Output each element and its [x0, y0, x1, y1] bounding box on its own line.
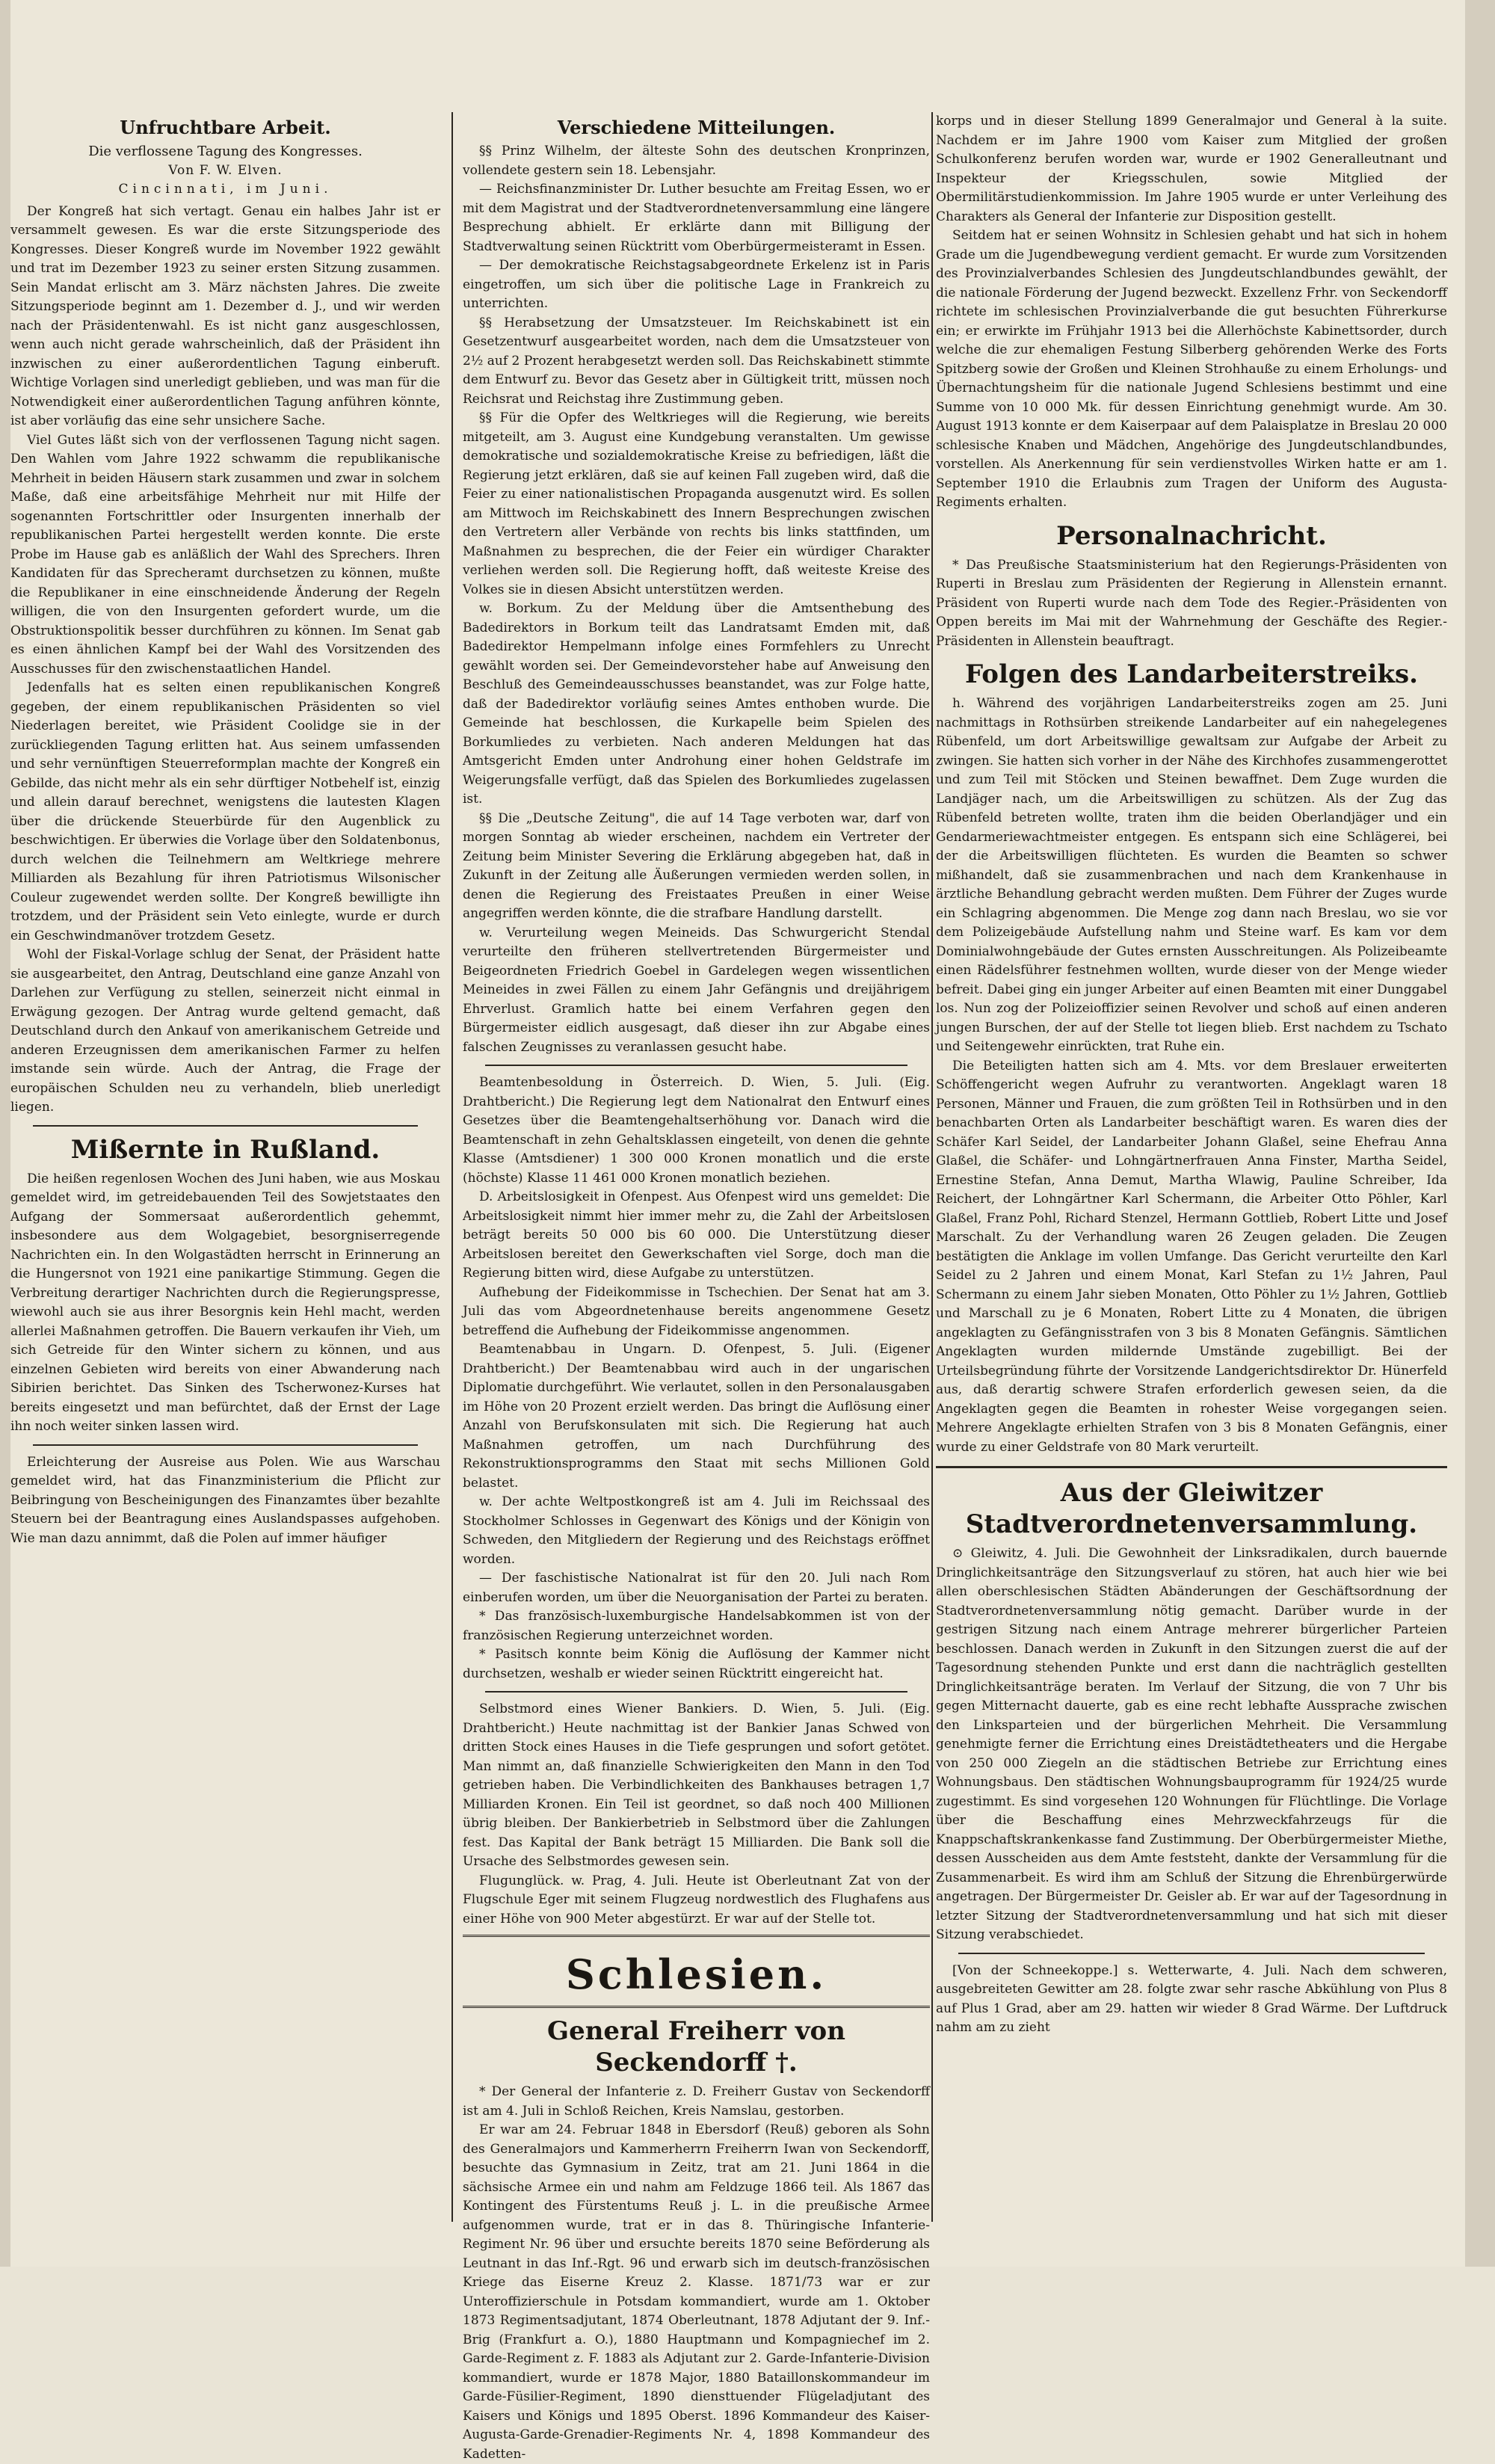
- headline-missernte: Mißernte in Rußland.: [70, 1134, 380, 1165]
- byline-author: Von F. W. Elven.: [168, 163, 283, 178]
- news-item: Flugunglück. w. Prag, 4. Juli. Heute ist Oberleutnant Zat von der Flugschule Eger mit seinem Flugzeug nordwestlich des Flughafens aus einer Höhe von 900 Meter abgestürzt. Er war auf der Stelle tot.: [463, 1873, 930, 1926]
- headline-verschiedene-mitteilungen: Verschiedene Mitteilungen.: [557, 117, 836, 138]
- page-edge-shadow: [0, 0, 10, 2267]
- headline-seckendorff: General Freiherr von Seckendorff †.: [547, 2016, 845, 2078]
- article-paragraph: Wohl der Fiskal-Vorlage schlug der Senat, der Präsident hatte sie ausgearbeitet, den Antrag, Deutschland eine ganze Anzahl von Darlehen zur Verfügung zu stellen, seinerzeit nicht einmal in Erwägung gezogen. Der Antrag wurde geltend gemacht, daß Deutschland durch den Ankauf von amerikanischem Getreide und anderen Erzeugnissen dem amerikanischen Farmer zu helfen imstande sein würde. Auch der Antrag, die Frage der europäischen Schulden neu zu verhandeln, blieb unerledigt liegen.: [10, 947, 440, 1115]
- column-rule-right: [931, 112, 933, 2222]
- news-item: §§ Für die Opfer des Weltkrieges will die Regierung, wie bereits mitgeteilt, am 3. August eine Kundgebung veranstalten. Um gewisse demokratische und sozialdemokratische Kreise zu befriedigen, läßt die Regierung jetzt erklären, daß sie auf keinen Fall zugeben wird, daß die Feier zu einer nationalistischen Propaganda ausgenutzt wird. Es sollen am Mittwoch im Reichskabinett des Innern Besprechungen zwischen den Vertretern aller Verbände von rechts bis links stattfinden, um Maßnahmen zu besprechen, die der Feier ein würdiger Charakter verliehen werden soll. Die Regierung hofft, daß weiteste Kreise des Volkes sie in diesen Absicht unterstützen werden.: [463, 410, 930, 597]
- news-item: §§ Herabsetzung der Umsatzsteuer. Im Reichskabinett ist ein Gesetzentwurf ausgearbeitet worden, nach dem die Umsatzsteuer von 2½ auf 2 Prozent herabgesetzt werden soll. Das Reichskabinett stimmte dem Entwurf zu. Bevor das Gesetz aber in Gültigkeit tritt, müssen noch Reichsrat und Reichstag ihre Zustimmung geben.: [463, 315, 930, 407]
- article-paragraph: korps und in dieser Stellung 1899 Generalmajor und General à la suite. Nachdem er im Jahre 1900 vom Kaiser zum Mitglied der großen Schulkonferenz berufen worden war, wurde er 1902 Generalleutnant und Inspekteur der Kriegsschulen, sowie Mitglied der Obermilitärstudienkommission. Im Jahre 1905 wurde er unter Verleihung des Charakters als General der Infanterie zur Disposition gestellt.: [936, 114, 1447, 224]
- section-divider: [958, 1953, 1425, 1954]
- news-item: * Pasitsch konnte beim König die Auflösung der Kammer nicht durchsetzen, weshalb er wieder seinen Rücktritt eingereicht hat.: [463, 1647, 930, 1681]
- headline-landarbeiterstreik: Folgen des Landarbeiterstreiks.: [964, 659, 1418, 689]
- section-divider: [33, 1125, 418, 1127]
- article-paragraph: [Von der Schneekoppe.] s. Wetterwarte, 4. Juli. Nach dem schweren, ausgebreiteten Gewitter am 28. folgte zwar sehr rasche Abkühlung von Plus 8 auf Plus 1 Grad, aber am 29. hatten wir wieder 8 Grad Wärme. Der Luftdruck nahm am zu zieht: [936, 1962, 1447, 2035]
- news-item: Aufhebung der Fideikommisse in Tschechien. Der Senat hat am 3. Juli das vom Abgeordnetenhause bereits angenommene Gesetz betreffend die Aufhebung der Fideikommisse angenommen.: [463, 1284, 930, 1338]
- headline-personalnachricht: Personalnachricht.: [1056, 520, 1327, 551]
- headline-schlesien: Schlesien.: [565, 1950, 827, 1998]
- news-item: — Der demokratische Reichstagsabgeordnete Erkelenz ist in Paris eingetroffen, um sich über die politische Lage in Frankreich zu unterrichten.: [463, 258, 930, 311]
- news-item: — Reichsfinanzminister Dr. Luther besuchte am Freitag Essen, wo er mit dem Magistrat und der Stadtverordnetenversammlung eine längere Besprechung abhielt. Er erklärte dann mit Billigung der Stadtverwaltung seinen Rücktritt vom Oberbürgermeisteramt in Essen.: [463, 182, 930, 254]
- news-item: * Das französisch-luxemburgische Handelsabkommen ist von der französischen Regierung unterzeichnet worden.: [463, 1609, 930, 1643]
- column-3: [936, 112, 1447, 2222]
- article-paragraph: Er war am 24. Februar 1848 in Ebersdorf (Reuß) geboren als Sohn des Generalmajors und Kammerherrn Freiherrn Iwan von Seckendorff, besuchte das Gymnasium in Zeitz, trat am 21. Juni 1864 in die sächsische Armee ein und nahm am Feldzuge 1866 teil. Als 1867 das Kontingent des Fürstentums Reuß j. L. in die preußische Armee aufgenommen wurde, trat er in das 8. Thüringische Infanterie-Regiment Nr. 96 über und ersuchte bereits 1870 seine Beförderung als Leutnant in das Inf.-Rgt. 96 und erwarb sich im deutsch-französischen Kriege das Eiserne Kreuz 2. Klasse. 1871/73 war er zur Unteroffizierschule in Potsdam kommandiert, wurde am 1. Oktober 1873 Regimentsadjutant, 1874 Oberleutnant, 1878 Adjutant der 9. Inf.-Brig (Frankfurt a. O.), 1880 Hauptmann und Kompagniechef im 2. Garde-Regiment z. F. 1883 als Adjutant zur 2. Garde-Infanterie-Division kommandiert, wurde er 1878 Major, 1880 Bataillonskommandeur im Garde-Füsilier-Regiment, 1890 diensttuender Flügeladjutant des Kaisers und Königs und 1895 Oberst. 1896 Kommandeur des Kaiser-Augusta-Garde-Grenadier-Regiments Nr. 4, 1898 Kommandeur des Kadetten-: [463, 2122, 930, 2462]
- article-paragraph: h. Während des vorjährigen Landarbeiterstreiks zogen am 25. Juni nachmittags in Rothsürben streikende Landarbeiter auf ein nahegelegenes Rübenfeld, um dort Arbeitswillige gewaltsam zur Aufgabe der Arbeit zu zwingen. Sie hatten sich vorher in der Nähe des Kirchhofes zusammengerottet und zum Teil mit Stöcken und Steinen bewaffnet. Dem Zuge wurden die Landjäger nach, um die Arbeitswilligen zu schützen. Als der Zug das Rübenfeld betreten wollte, traten ihm die beiden Oberlandjäger und ein Gendarmeriewachtmeister entgegen. Es entspann sich eine Schlägerei, bei der die Arbeitswilligen flüchteten. Es wurden die Beamten so schwer mißhandelt, daß sie zusammenbrachen und nach dem Krankenhause in ärztliche Behandlung gebracht werden mußten. Dem Führer der Zuges wurde ein Schlagring abgenommen. Die Menge zog dann nach Breslau, wo sie vor dem Polizeigebäude Aufstellung nahm und Steine warf. Es kam vor dem Dominialwohngebäude der Gutes ernsten Ausschreitungen. Als Polizeibeamte einen Rädelsführer festnehmen wollten, wurde dieser von der Menge wieder befreit. Dabei ging ein junger Arbeiter auf einen Beamten mit einer Dunggabel los. Nun zog der Polizeioffizier seinen Revolver und schoß auf einen anderen jungen Burschen, der auf der Stelle tot liegen blieb. Erst nachdem zu Tschato und Seitengewehr einrückten, trat Ruhe ein.: [936, 696, 1447, 1054]
- headline-unfruchtbare-arbeit: Unfruchtbare Arbeit.: [120, 117, 331, 138]
- section-divider: [33, 1444, 418, 1446]
- article-paragraph: Viel Gutes läßt sich von der verflossenen Tagung nicht sagen. Den Wahlen vom Jahre 1922 schwamm die republikanische Mehrheit in beiden Häusern stark zusammen und zwar in solchem Maße, daß eine arbeitsfähige Mehrheit nur mit Hilfe der sogenannten Fortschrittler oder Insurgenten innerhalb der republikanischen Partei hergestellt werden konnte. Die erste Probe im Hause gab es anläßlich der Wahl des Sprechers. Ihren Kandidaten für das Sprecheramt durchsetzen zu können, mußte die Republikaner in eine einschneidende Änderung der Regeln willigen, die von den Insurgenten gefordert wurde, um die Obstruktionspolitik besser durchführen zu können. Im Senat gab es einen ähnlichen Kampf bei der Wahl des Vorsitzenden des Ausschusses für den zwischenstaatlichen Handel.: [10, 432, 440, 677]
- news-item: D. Arbeitslosigkeit in Ofenpest. Aus Ofenpest wird uns gemeldet: Die Arbeitslosigkeit nimmt hier immer mehr zu, die Zahl der Arbeitslosen beträgt bereits 50 000 bis 60 000. Die Unterstützung dieser Arbeitslosen bereitet den Gewerkschaften viel Sorge, doch man die Regierung bitten wird, diese Aufgabe zu unterstützen.: [463, 1189, 930, 1281]
- article-paragraph: ⊙ Gleiwitz, 4. Juli. Die Gewohnheit der Linksradikalen, durch bauernde Dringlichkeitsanträge den Sitzungsverlauf zu stören, hat auch hier wie bei allen oberschlesischen Städten Abänderungen der Geschäftsordnung der Stadtverordnetenversammlung nötig gemacht. Darüber wurde in der gestrigen Sitzung nach einem Antrage mehrerer bürgerlicher Parteien beschlossen. Danach werden in Zukunft in den Sitzungen zuerst die auf der Tagesordnung stehenden Punkte und erst dann die nachträglich gestellten Dringlichkeitsanträge beraten. Im Verlauf der Sitzung, die von 7 Uhr bis gegen Mitternacht dauerte, gab es eine recht lebhafte Aussprache zwischen den Linksparteien und der bürgerlichen Mehrheit. Die Versammlung genehmigte ferner die Errichtung eines Dreistädtetheaters und die Hergabe von 250 000 Ziegeln an die städtischen Betriebe zur Errichtung eines Wohnungsbaus. Den städtischen Wohnungsbauprogramm für 1924/25 wurde zugestimmt. Es sind vorgesehen 120 Wohnungen für Flüchtlinge. Die Vorlage über die Beschaffung eines Mehrzweckfahrzeugs für die Knappschaftskrankenkasse fand Zustimmung. Der Oberbürgermeister Miethe, dessen Ausscheiden aus dem Amte feststeht, dankte der Versammlung für die Zusammenarbeit. Es wird ihm am Schluß der Sitzung die Ehrenbürgerwürde angetragen. Der Bürgermeister Dr. Geisler ab. Er war auf der Tagesordnung in letzter Sitzung der Stadtverordnetenversammlung und hat sich mit dieser Sitzung verabschiedet.: [936, 1546, 1447, 1942]
- news-item: §§ Prinz Wilhelm, der älteste Sohn des deutschen Kronprinzen, vollendete gestern sein 18. Lebensjahr.: [463, 144, 930, 178]
- section-divider: [485, 1691, 907, 1693]
- news-item: Selbstmord eines Wiener Bankiers. D. Wien, 5. Juli. (Eig. Drahtbericht.) Heute nachmittag ist der Bankier Janas Schwed von dritten Stock eines Hauses in die Tiefe gesprungen und sofort getötet. Man nimmt an, daß finanzielle Schwierigkeiten den Mann in den Tod getrieben haben. Die Verbindlichkeiten des Bankhauses betragen 1,7 Milliarden Kronen. Ein Teil ist geordnet, so daß noch 400 Millionen übrig bleiben. Der Bankierbetrieb in Selbstmord über die Zahlungen fest. Das Kapital der Bank beträgt 15 Milliarden. Die Bank soll die Ursache des Selbstmordes gewesen sein.: [463, 1701, 930, 1869]
- news-item: Beamtenbesoldung in Österreich. D. Wien, 5. Juli. (Eig. Drahtbericht.) Die Regierung legt dem Nationalrat den Entwurf eines Gesetzes über die Beamtengehaltserhöhung vor. Danach wird die Beamtenschaft in zehn Gehaltsklassen eingeteilt, von denen die gehnte Klasse (Amtsdiener) 1 300 000 Kronen monatlich und die erste (höchste) Klasse 11 461 000 Kronen monatlich beziehen.: [463, 1075, 930, 1186]
- article-paragraph: Die heißen regenlosen Wochen des Juni haben, wie aus Moskau gemeldet wird, im getreidebauenden Teil des Sowjetstaates den Aufgang der Sommersaat außerordentlich gehemmt, insbesondere aus dem Wolgagebiet, besorgniserregende Nachrichten ein. In den Wolgastädten herrscht in Erinnerung an die Hungersnot von 1921 eine panikartige Stimmung. Gegen die Verbreitung derartiger Nachrichten durch die Regierungspresse, wiewohl auch sie aus ihrer Besorgnis kein Hehl macht, werden allerlei Maßnahmen getroffen. Die Bauern verkaufen ihr Vieh, um sich Getreide für den Winter sichern zu können, und aus einzelnen Gebieten wird bereits von einer Abwanderung nach Sibirien berichtet. Das Sinken des Tscherwonez-Kurses hat bereits eingesetzt und man befürchtet, daß der Ernst der Lage ihn noch weiter sinken lassen wird.: [10, 1171, 440, 1434]
- column-1: [10, 112, 440, 2222]
- news-item: Beamtenabbau in Ungarn. D. Ofenpest, 5. Juli. (Eigener Drahtbericht.) Der Beamtenabbau wird auch in der ungarischen Diplomatie durchgeführt. Wie verlautet, sollen in den Personalausgaben im Höhe von 20 Prozent erzielt werden. Das bringt die Auflösung einer Anzahl von Berufskonsulaten mit sich. Die Regierung hat auch Maßnahmen getroffen, um nach Durchführung des Rekonstruktionsprogramms den Staat mit sechs Millionen Gold belastet.: [463, 1342, 930, 1491]
- article-paragraph: Erleichterung der Ausreise aus Polen. Wie aus Warschau gemeldet wird, hat das Finanzministerium die Pflicht zur Beibringung von Bescheinigungen des Finanzamtes über bezahlte Steuern bei der Beantragung eines Auslandspasses aufgehoben. Wie man dazu annimmt, daß die Polen auf immer häufiger: [10, 1454, 440, 1546]
- column-2: [463, 112, 930, 2462]
- article-paragraph: * Das Preußische Staatsministerium hat den Regierungs-Präsidenten von Ruperti in Breslau zum Präsidenten der Regierung in Allenstein ernannt. Präsident von Ruperti wurde nach dem Tode des Regier.-Präsidenten von Oppen bereits im Mai mit der Wahrnehmung der Geschäfte des Regier.-Präsidenten in Allenstein beauftragt.: [936, 557, 1447, 649]
- dateline-cincinnati: Cincinnati, im Juni.: [118, 182, 333, 197]
- article-paragraph: Der Kongreß hat sich vertagt. Genau ein halbes Jahr ist er versammelt gewesen. Es war die erste Sitzungsperiode des Kongresses. Dieser Kongreß wurde im November 1922 gewählt und trat im Dezember 1923 zu seiner ersten Sitzung zusammen. Sein Mandat erlischt am 3. März nächsten Jahres. Die zweite Sitzungsperiode beginnt am 1. Dezember d. J., und wir werden nach der Präsidentenwahl. Es ist nicht ganz ausgeschlossen, wenn auch nicht gerade wahrscheinlich, daß der Präsident ihn inzwischen zu einer außerordentlichen Tagung einberuft. Wichtige Vorlagen sind unerledigt geblieben, und was man für die Notwendigkeit einer außerordentlichen Tagung anführen könnte, ist aber vorläufig das eine sehr unsichere Sache.: [10, 203, 440, 428]
- subheadline-tagung: Die verflossene Tagung des Kongresses.: [88, 144, 363, 159]
- column-rule-left: [451, 112, 453, 2222]
- news-item: w. Verurteilung wegen Meineids. Das Schwurgericht Stendal verurteilte den früheren stellvertretenden Bürgermeister und Beigeordneten Friedrich Goebel in Gardelegen wegen wissentlichen Meineides in zwei Fällen zu einem Jahr Gefängnis und dreijährigem Ehrverlust. Gramlich hatte bei einem Verfahren gegen den Bürgermeister eidlich ausgesagt, daß dieser ihn zur Abgabe eines falschen Zeugnisses zu veranlassen gesucht habe.: [463, 925, 930, 1055]
- article-paragraph: * Der General der Infanterie z. D. Freiherr Gustav von Seckendorff ist am 4. Juli in Schloß Reichen, Kreis Namslau, gestorben.: [463, 2084, 930, 2119]
- news-item: — Der faschistische Nationalrat ist für den 20. Juli nach Rom einberufen worden, um über die Neuorganisation der Partei zu beraten.: [463, 1571, 930, 1605]
- article-paragraph: Jedenfalls hat es selten einen republikanischen Kongreß gegeben, der einem republikanischen Präsidenten so viel Niederlagen bereitet, wie Präsident Coolidge sie in der zurückliegenden Tagung erlitten hat. Aus seinem umfassenden und sehr vernünftigen Steuerreformplan machte der Kongreß ein Gebilde, das nicht mehr als ein sehr dürftiger Notbehelf ist, einzig und allein darauf berechnet, wenigstens die lautesten Klagen über die drückende Steuerbürde für den Augenblick zu beschwichtigen. Er überwies die Vorlage über den Soldatenbonus, durch welchen die Teilnehmern am Weltkriege mehrere Milliarden als Bezahlung für ihren Patriotismus Wilsonischer Couleur zugewendet werden sollte. Der Kongreß bewilligte ihn trotzdem, und der Präsident sein Veto einlegte, wurde er durch ein Geschwindmanöver trotzdem Gesetz.: [10, 680, 440, 943]
- section-divider: [936, 1466, 1447, 1468]
- section-banner-schlesien: [463, 1935, 930, 2008]
- headline-gleiwitz: Aus der Gleiwitzer Stadtverordnetenversammlung.: [965, 1478, 1418, 1539]
- article-paragraph: Seitdem hat er seinen Wohnsitz in Schlesien gehabt und hat sich in hohem Grade um die Jugendbewegung verdient gemacht. Er wurde zum Vorsitzenden des Provinzialverbandes Schlesien des Jungdeutschlandbundes gewählt, der die nationale Förderung der Jugend bezweckt. Exzellenz Frhr. von Seckendorff richtete im schlesischen Provinzialverbande die gut besuchten Führerkurse ein; er erwirkte im Frühjahr 1913 bei die Allerhöchste Kabinettsorder, durch welche die zur ehemaligen Festung Silberberg gehörenden Werke des Forts Spitzberg sowie der Großen und Kleinen Strohhauße zu einem Erholungs- und Übernachtungsheim für die nationale Jugend Schlesiens bestimmt und eine Summe von 10 000 Mk. für dessen Einrichtung genehmigt wurde. Am 30. August 1913 konnte er dem Kaiserpaar auf dem Palaisplatze in Breslau 20 000 schlesische Knaben und Mädchen, Angehörige des Jungdeutschlandbundes, vorstellen. Als Anerkennung für sein verdienstvolles Wirken hatte er am 1. September 1910 die Erlaubnis zum Tragen der Uniform des Augusta-Regiments erhalten.: [936, 228, 1447, 510]
- news-item: w. Der achte Weltpostkongreß ist am 4. Juli im Reichssaal des Stockholmer Schlosses in Gegenwart des Königs und der Königin von Schweden, den Mitgliedern der Regierung und des Reichstags eröffnet worden.: [463, 1494, 930, 1567]
- news-item: §§ Die „Deutsche Zeitung", die auf 14 Tage verboten war, darf von morgen Sonntag ab wieder erscheinen, nachdem ein Vertreter der Zeitung beim Minister Severing die Erklärung abgegeben hat, daß in Zukunft in der Zeitung alle Äußerungen vermieden werden sollen, in denen die Regierung des Freistaates Preußen in einer Weise angegriffen werden könnte, die die strafbare Handlung darstellt.: [463, 810, 930, 921]
- news-item: w. Borkum. Zu der Meldung über die Amtsenthebung des Badedirektors in Borkum teilt das Landratsamt Emden mit, daß Badedirektor Hempelmann infolge eines Formfehlers zu Unrecht gewählt worden sei. Der Gemeindevorsteher habe auf Anweisung den Beschluß des Gemeindeausschusses beanstandet, was zur Folge hatte, daß der Badedirektor vorläufig seines Amtes enthoben wurde. Die Gemeinde hat beschlossen, die Kurkapelle beim Spielen des Borkumliedes zu verbieten. Nach anderen Meldungen hat das Amtsgericht Emden unter Androhung einer hohen Geldstrafe im Weigerungsfalle verfügt, daß das Spielen des Borkumliedes zugelassen ist.: [463, 601, 930, 807]
- page-edge-shadow: [1465, 0, 1495, 2267]
- article-paragraph: Die Beteiligten hatten sich am 4. Mts. vor dem Breslauer erweiterten Schöffengericht wegen Aufruhr zu verantworten. Angeklagt waren 18 Personen, Männer und Frauen, die zum größten Teil in Rothsürben und in den benachbarten Orten als Landarbeiter beschäftigt waren. Es waren dies der Schäfer Karl Seidel, der Landarbeiter Johann Glaßel, seine Ehefrau Anna Glaßel, die Schäfer- und Lohngärtnerfrauen Anna Finster, Martha Seidel, Ernestine Stefan, Anna Demut, Martha Wlawig, Pauline Schreiber, Ida Reichert, der Lohngärtner Karl Schermann, die Arbeiter Otto Pöhler, Karl Glaßel, Franz Pohl, Richard Stenzel, Hermann Gottlieb, Robert Litte und Josef Marschalt. Zu der Verhandlung waren 26 Zeugen geladen. Die Zeugen bestätigten die Anklage im vollen Umfange. Das Gericht verurteilte den Karl Seidel zu 2 Jahren und einem Monat, Karl Stefan zu 1½ Jahren, Paul Schermann zu einem Jahr sieben Monaten, Otto Pöhler zu 1½ Jahren, Gottlieb und Marschall zu je 6 Monaten, Robert Litte zu 4 Monaten, die übrigen angeklagten zu Gefängnisstrafen von 3 bis 8 Monaten Gefängnis. Sämtlichen Angeklagten wurden mildernde Umstände zugebilligt. Bei der Urteilsbegründung führte der Vorsitzende Landgerichtsdirektor Dr. Hünerfeld aus, daß derartig schwere Strafen erforderlich gewesen seien, da die Angeklagten gegen die Beamten in rohester Weise vorgegangen seien. Mehrere Angeklagte erhielten Strafen von 3 bis 8 Monaten Gefängnis, einer wurde zu einer Geldstrafe von 80 Mark verurteilt.: [936, 1058, 1447, 1455]
- section-divider: [485, 1065, 907, 1066]
